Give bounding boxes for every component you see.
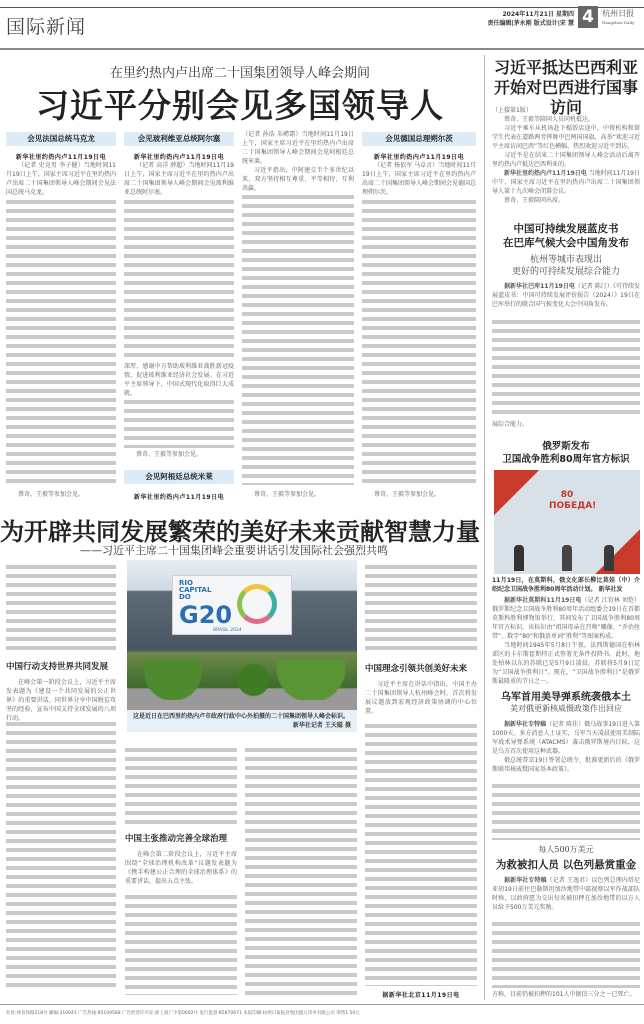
argentina-article: （记者 孙浩 朱崂霜）当地时间11月19日上午，国家主席习近平在里约热内卢出席二十国集团领导人峰会期间会见阿根廷总统米莱。 习近平指出，中阿建交半个多世纪以来，双方坚持相互尊重、平等相待、互利共赢。 [242, 131, 354, 192]
palm-trees [127, 660, 357, 700]
article-text [6, 200, 116, 486]
article-text [242, 195, 354, 485]
argentina-closing: 蔡奇、王毅等参加会见。 [254, 491, 321, 498]
russia-article: 据新华社莫斯科11月19日电（记者 江宥林 刘恺）俄罗斯纪念卫国战争胜利80周年活动组委会19日在首都莫斯科胜利博物馆举行，其间发布了卫国战争胜利80周年官方标识。该标识由“祖国母亲在召唤”雕像、“乔治丝带”、数字“80”和俄语单词“胜利”等图案构成。 [492, 597, 640, 640]
lead-kicker: 在里约热内卢出席二十国集团领导人峰会期间 [109, 66, 370, 81]
russia-title: 俄罗斯发布 卫国战争胜利80周年官方标识 [502, 441, 630, 465]
person [604, 545, 614, 571]
g20-banner: RIO CAPITAL DO G20 BRASIL 2024 [172, 575, 292, 635]
feature-p3: 习近平主席在讲话中指出，中国主办二十国集团领导人杭州峰会时，首次将发展议题放到宏观经济政策协调的中心位置。 [365, 681, 477, 715]
column-divider [484, 55, 485, 1000]
feature-p2: 在峰会第二阶段会议上，习近平主席围绕“全球治理机构改革”议题发表题为《携手构建公正合理的全球治理体系》的重要讲话，提出五点主张。 [125, 851, 237, 885]
russia-article-p2: 当地时间1945年5月8日午夜，法西斯德国在柏林郊区的卡尔斯霍斯特正式签署无条件投降书。此时，地处柏林以东的苏联已是5月9日凌晨。苏联将5月9日定为“卫国战争胜利日”。现在，“卫国战争胜利日”是俄罗斯最隆重的节日之一。 [492, 642, 640, 685]
subhead-germany: 会见德国总理朔尔茨 [362, 132, 476, 146]
france-closing: 蔡奇、王毅等参加会见。 [18, 491, 85, 498]
brasilia-article: （上接第1版） 蔡奇、王毅等陪同人员同机抵达。 习近平乘车从机场赴下榻饭店途中，中资机构和留学生代表在道路两旁挥舞中巴两国国旗，高举“欢迎习近平主席访问巴西”等红色横幅，热烈欢迎习近平到访。 习近平是在结束二十国集团领导人峰会活动后离开里约热内卢抵达巴西利亚的。 新华社里约热内卢11月19日电 当地时间11月19日中午，国家主席习近平在里约热内卢出席二十国集团领导人第十九次峰会闭幕会议。 蔡奇、王毅陪同出席。 [492, 107, 640, 204]
france-article: 新华社里约热内卢11月19日电 （记者 史竞男 李子健）当地时间11月19日上午，国家主席习近平在里约热内卢出席二十国集团领导人峰会期间会见法国总统马克龙。 [6, 154, 116, 196]
israel-kicker: 每人500万美元 [538, 845, 594, 854]
bolivia-article: 新华社里约热内卢11月19日电 （记者 高洋 薛超）当地时间11月19日上午，国家主席习近平在里约热内卢出席二十国集团领导人峰会期间会见玻利维亚总统阿尔塞。 [124, 154, 234, 196]
page-number: 4 [578, 6, 598, 28]
germany-closing: 蔡奇、王毅等参加会见。 [374, 491, 441, 498]
ukraine-subtitle: 美对俄更新核威慑政策作出回应 [510, 704, 622, 713]
subhead-china-action: 中国行动支持世界共同发展 [6, 662, 109, 672]
feature-dateline: 据新华社北京11月19日电 [382, 992, 460, 999]
article-text [492, 784, 640, 840]
victory-80-logo: 80 ПОБЕДА! [549, 490, 597, 511]
article-text [365, 724, 477, 986]
bluebook-subtitle: 杭州等城市表现出 更好的可持续发展综合能力 [511, 255, 620, 277]
newspaper-logo: 杭州日报 Hangzhou Daily [602, 9, 635, 25]
header-rule [0, 48, 644, 50]
article-text [492, 320, 640, 418]
brasilia-title: 习近平抵达巴西利亚 开始对巴西进行国事访问 [493, 58, 638, 117]
subhead-china-vision: 中国理念引领共创美好未来 [365, 664, 468, 674]
bolivia-closing: 蔡奇、王毅等参加会见。 [136, 451, 203, 458]
person [514, 545, 524, 571]
bluebook-intro: 据新华社巴库11月19日电（记者 陈汀）《可持续发展蓝皮书：中国可持续发展评价报告（2024）》19日在巴库举行的联合国气候变化大会中国角发布。 [492, 283, 640, 308]
subhead-china-governance: 中国主张推动完善全球治理 [125, 834, 228, 844]
top-rule [0, 7, 644, 8]
article-text [124, 400, 234, 448]
feature-p1: 在峰会第一阶段会议上，习近平主席发表题为《建设一个共同发展的公正世界》的重要讲话，同世界分享中国脱贫攻坚的经验，宣布中国支持全球发展的八项行动。 [6, 679, 116, 722]
feature-subtitle: ——习近平主席二十国集团峰会重要讲话引发国际社会强烈共鸣 [80, 544, 388, 557]
article-text [125, 895, 237, 995]
argentina-dateline: 新华社里约热内卢11月19日电 [133, 494, 225, 501]
g20-swirl-logo [237, 584, 277, 624]
bolivia-mid: 深厚，感谢中方帮助玻利维亚战胜新冠疫情，促进玻利维亚经济社会发展。在习近平主席领导下，中国式现代化取得巨大成就。 [124, 363, 234, 397]
g20-building-photo [127, 560, 357, 710]
subhead-argentina: 会见阿根廷总统米莱 [124, 470, 234, 484]
article-text [6, 565, 116, 655]
israel-title: 为救被扣人员 以色列悬赏重金 [495, 859, 637, 871]
issue-date: 2024年11月21日 星期四 责任编辑|茅永刚 版式设计|宋 慧 [487, 11, 574, 27]
footer-rule [0, 1004, 644, 1005]
article-text [365, 565, 477, 655]
subhead-bolivia: 会见玻利维亚总统阿尔塞 [124, 132, 234, 146]
russia-photo-caption: 11月19日，在莫斯科，俄文化部长柳比莫娃（中）介绍纪念卫国战争胜利80周年活动计划。 新华社发 [492, 577, 640, 593]
article-text [362, 200, 476, 486]
article-text [125, 748, 237, 826]
feature-title: 为开辟共同发展繁荣的美好未来贡献智慧力量 [0, 518, 480, 546]
israel-article: 据新华社专特稿（记者 王逸君）以色列总理内塔尼亚胡19日前往巴勒斯坦加沙地带中部视察以军作战部队时称，以政府愿为交出每名被扣押在加沙地带的以方人员给予500万美元奖励。 [492, 877, 640, 911]
subhead-france: 会见法国总统马克龙 [6, 132, 116, 146]
victory-anniversary-photo [494, 470, 640, 574]
ukraine-article: 据新华社专特稿（记者 陈佳）俄乌战事19日进入第1000天。多方消息人士证实，乌军当天凌晨使用美制陆军战术导弹系统（ATACMS）袭击俄罗斯境内目标，这是乌方首次使用这种武器。 俄总统普京19日签署总统令，批准更新后的《俄罗斯联邦核威慑国家基本政策》。 [492, 721, 640, 773]
bluebook-title: 中国可持续发展蓝皮书 在巴库气候大会中国角发布 [503, 223, 629, 249]
person [562, 545, 572, 571]
article-text [492, 922, 640, 988]
photo-caption: 这是近日在巴西里约热内卢市政府行政中心外拍摄的二十国集团领导人峰会标识。 新华社记者 王天聪 摄 [127, 710, 357, 732]
section-name: 国际新闻 [6, 16, 87, 38]
ukraine-title: 乌军首用美导弹系统袭俄本土 [501, 692, 631, 703]
g20-logo: G20 [179, 601, 233, 629]
article-text [124, 200, 234, 360]
germany-article: 新华社里约热内卢11月19日电 （记者 杨依军 马卓言）当地时间11月19日上午，国家主席习近平在里约热内卢出席二十国集团领导人峰会期间会见德国总理朔尔茨。 [362, 154, 477, 196]
article-text [245, 748, 357, 996]
bluebook-end: 展综合能力。 [492, 421, 529, 428]
footer-info: 社址:体育场路218号 邮编:310041 广告热线:85109568 广告经营许可证:浙工商广字第0002号 发行监督:85870671 本报印刷:杭州日报报业集团盛元印务有限公司 零售1.50元 [6, 1011, 360, 1016]
lead-title: 习近平分别会见多国领导人 [36, 86, 444, 125]
article-text [6, 722, 116, 992]
israel-end: 方称，目前仍被扣押的101人中据信三分之一已死亡。 [492, 991, 636, 998]
